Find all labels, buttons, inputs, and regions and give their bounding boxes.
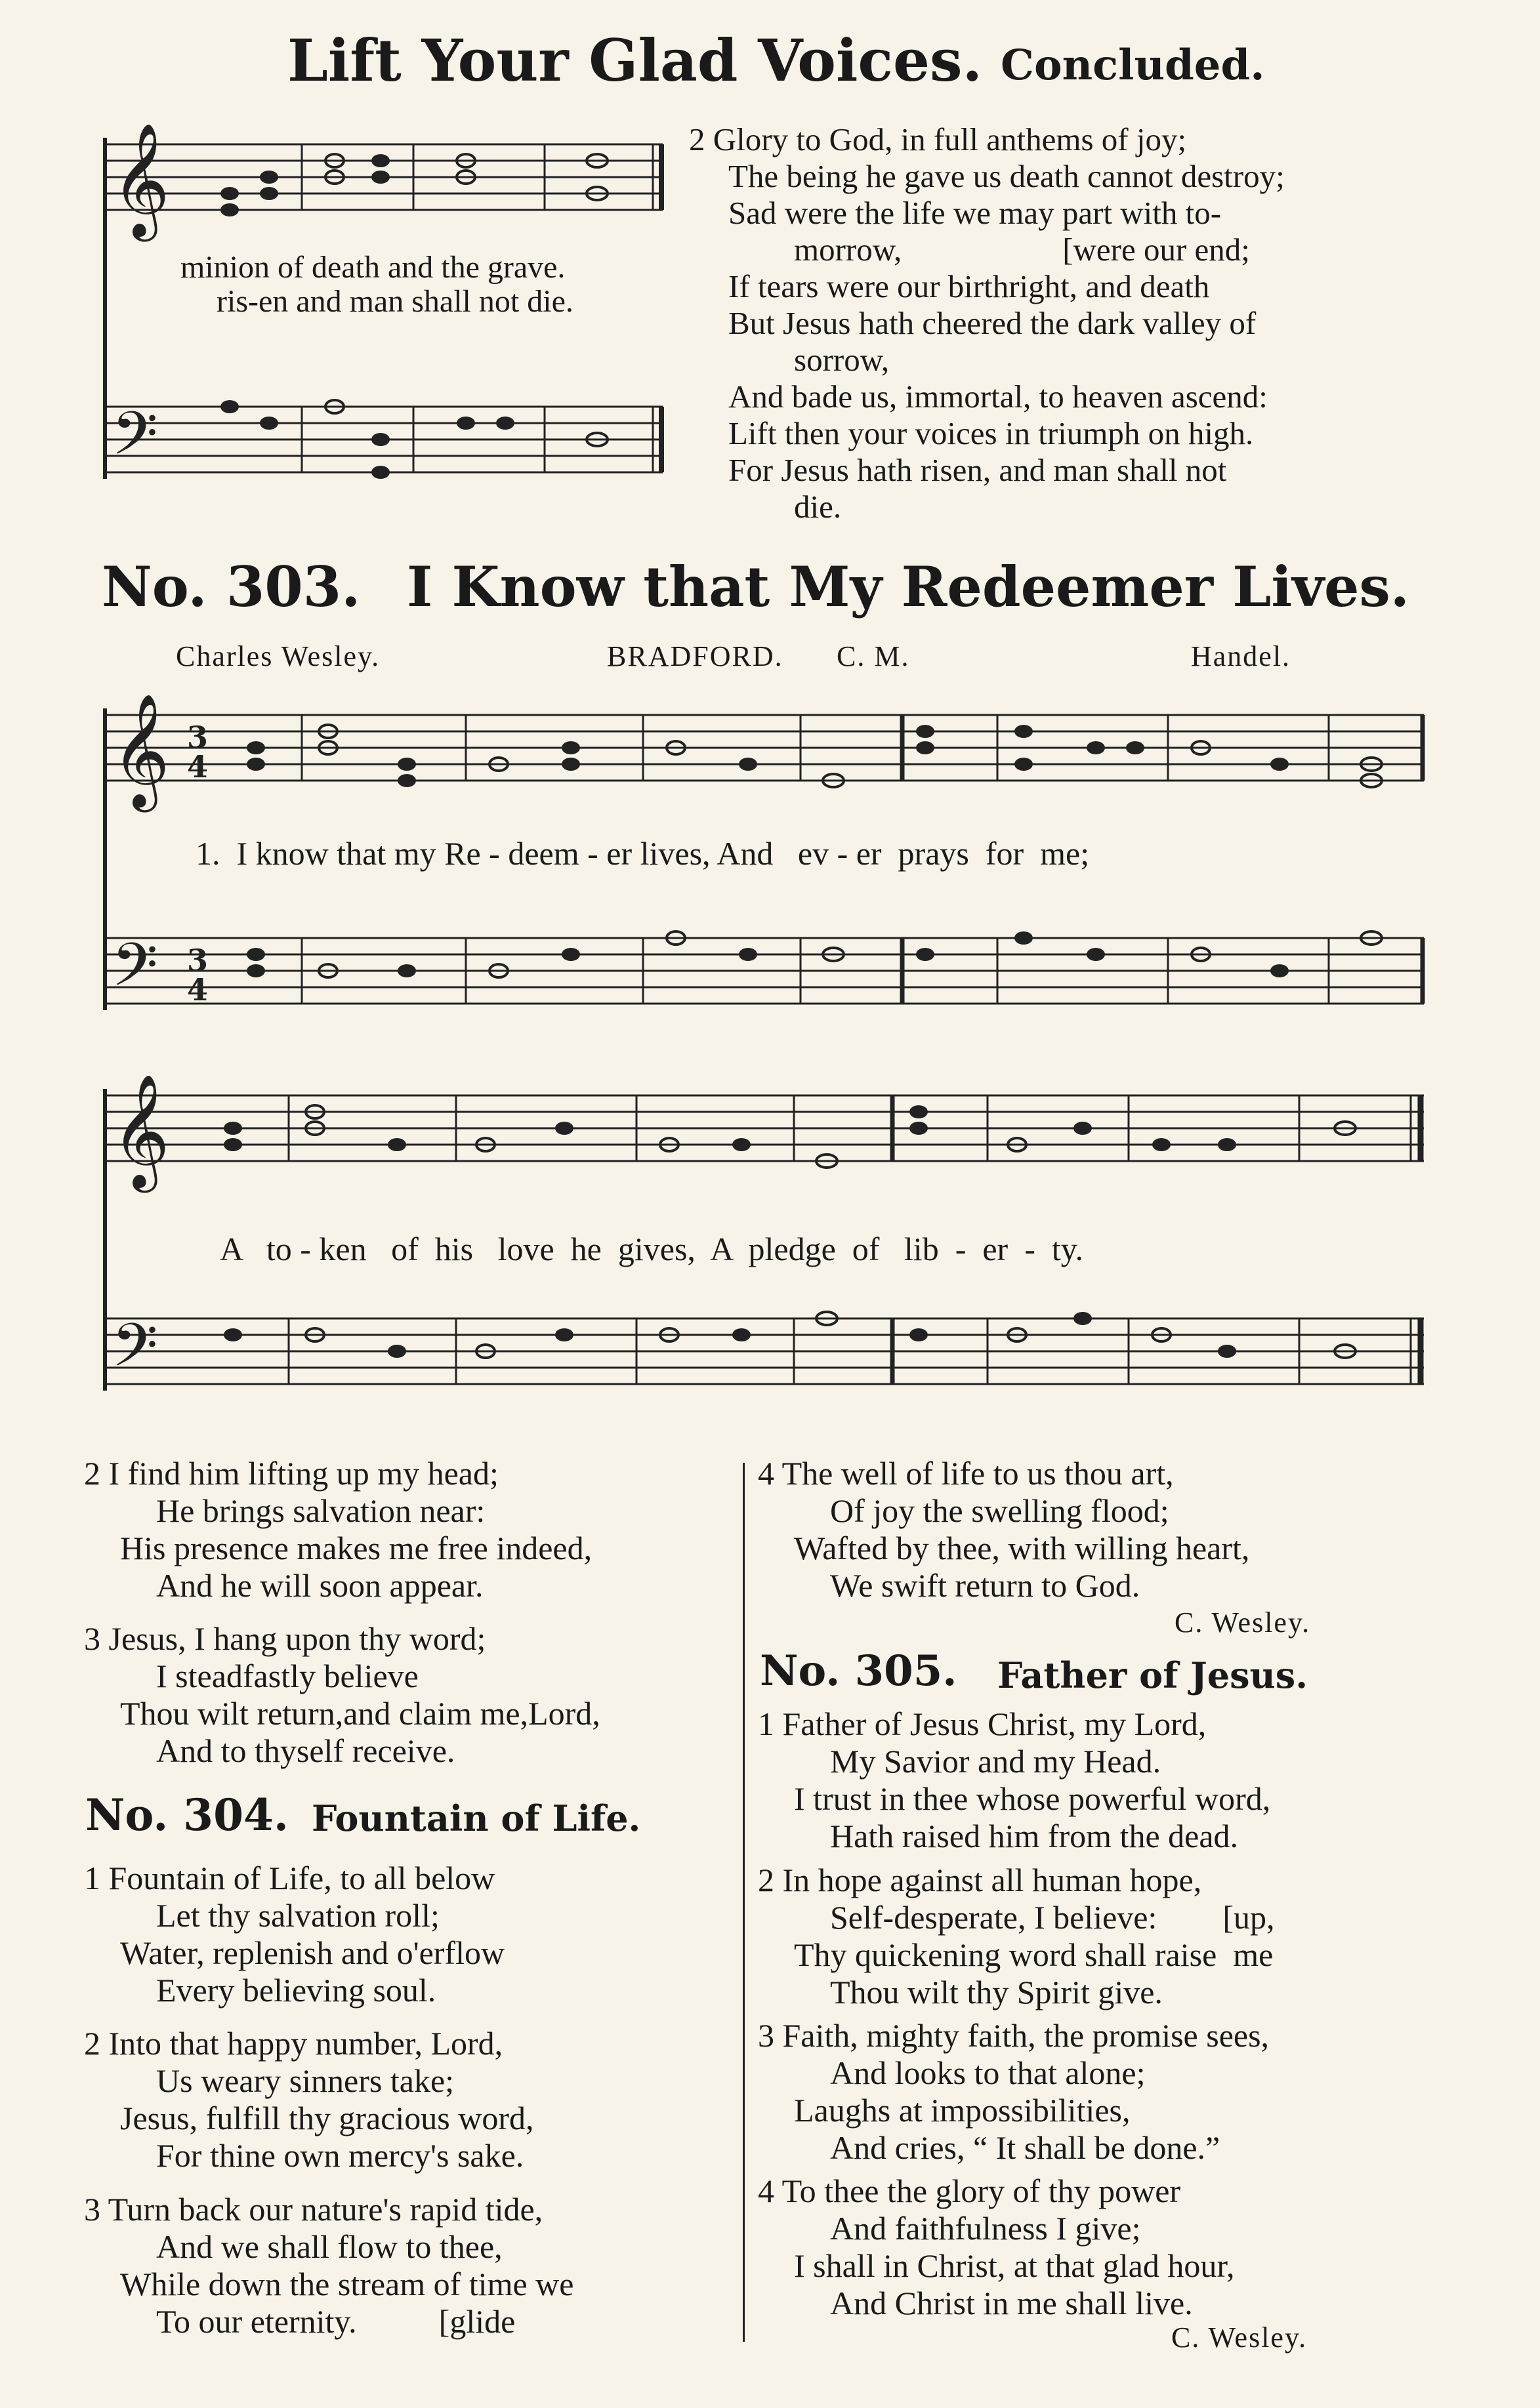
verse-line: And Christ in me shall live. xyxy=(830,2285,1193,2321)
verse-line: Water, replenish and o'erflow xyxy=(120,1934,505,1971)
verse-line: Jesus, fulfill thy gracious word, xyxy=(120,2100,534,2136)
hymn-303-signature: C. Wesley. xyxy=(1175,1606,1311,1639)
verse-line: And cries, “ It shall be done.” xyxy=(830,2129,1220,2166)
svg-text:𝄢: 𝄢 xyxy=(112,1311,158,1395)
hymn-305-verse-2 xyxy=(758,1862,1275,2011)
score-303-system-1 xyxy=(98,695,1430,1063)
hymn-303-lyric-line-1: 1. I know that my Re - deem - er lives, And ev - er prays for me; xyxy=(196,835,1090,872)
hymn-303-verse-4 xyxy=(758,1455,1249,1604)
verse-line: 2 Glory to God, in full anthems of joy; xyxy=(689,121,1187,157)
verse-line: Thy quickening word shall raise me xyxy=(794,1936,1274,1973)
hymn-305-signature: C. Wesley. xyxy=(1171,2321,1308,2354)
hymn-303-title: I Know that My Redeemer Lives. xyxy=(407,554,1410,619)
verse-line: 1 Father of Jesus Christ, my Lord, xyxy=(758,1705,1207,1742)
verse-line: 4 The well of life to us thou art, xyxy=(758,1455,1174,1492)
hymn-303-verse-3 xyxy=(84,1620,600,1770)
hymn-303-tune: BRADFORD. xyxy=(607,640,783,672)
hymn-302-suffix: Concluded. xyxy=(1001,41,1265,90)
verse-line: If tears were our birthright, and death xyxy=(728,268,1210,304)
hymn-302-underlay-1: minion of death and the grave. xyxy=(180,250,566,285)
verse-line: Wafted by thee, with willing heart, xyxy=(794,1530,1250,1566)
hymn-303-author: Charles Wesley. xyxy=(176,640,381,672)
hymn-304-title: Fountain of Life. xyxy=(312,1797,641,1839)
hymn-303-number: No. 303. xyxy=(102,554,361,619)
svg-text:3: 3 xyxy=(187,720,209,755)
verse-line: 4 To thee the glory of thy power xyxy=(758,2173,1181,2209)
column-divider xyxy=(743,1463,745,2342)
verse-line: Of joy the swelling flood; xyxy=(830,1492,1169,1529)
verse-line: Thou wilt return,and claim me,Lord, xyxy=(120,1695,600,1732)
verse-line: 2 Into that happy number, Lord, xyxy=(84,2025,503,2062)
verse-line: morrow, [were our end; xyxy=(794,232,1250,268)
verse-line: My Savior and my Head. xyxy=(830,1743,1161,1780)
verse-line: 3 Faith, mighty faith, the promise sees, xyxy=(758,2017,1270,2054)
svg-text:4: 4 xyxy=(187,749,209,785)
svg-text:𝄢: 𝄢 xyxy=(112,930,158,1014)
hymn-304-verse-3 xyxy=(84,2191,573,2340)
verse-line: He brings salvation near: xyxy=(156,1492,486,1529)
hymn-304-verse-1 xyxy=(84,1860,505,2009)
verse-line: His presence makes me free indeed, xyxy=(120,1530,593,1566)
hymn-305-verse-1 xyxy=(758,1705,1270,1855)
verse-line: The being he gave us death cannot destroy; xyxy=(728,158,1285,194)
verse-line: Every believing soul. xyxy=(156,1972,436,2009)
svg-text:𝄢: 𝄢 xyxy=(112,399,158,483)
hymn-304-verse-2 xyxy=(84,2025,533,2174)
svg-text:𝄞: 𝄞 xyxy=(112,695,170,807)
verse-line: Sad were the life we may part with to- xyxy=(728,195,1222,231)
hymn-303-meter: C. M. xyxy=(837,640,910,672)
hymn-302-title: Lift Your Glad Voices. xyxy=(287,26,983,94)
verse-line: For thine own mercy's sake. xyxy=(156,2137,524,2174)
verse-line: 1 Fountain of Life, to all below xyxy=(84,1860,495,1896)
verse-line: 2 In hope against all human hope, xyxy=(758,1862,1202,1898)
verse-line: While down the stream of time we xyxy=(120,2266,574,2302)
hymn-305-number: No. 305. xyxy=(760,1646,957,1696)
hymn-302-verse-2 xyxy=(689,121,1285,525)
svg-text:𝄞: 𝄞 xyxy=(112,125,170,237)
verse-line: For Jesus hath risen, and man shall not xyxy=(728,452,1227,488)
svg-text:3: 3 xyxy=(187,943,209,978)
verse-line: Self-desperate, I believe: [up, xyxy=(830,1899,1275,1936)
verse-line: And bade us, immortal, to heaven ascend: xyxy=(728,378,1268,415)
hymn-304-number: No. 304. xyxy=(85,1789,289,1841)
hymn-303-composer: Handel. xyxy=(1191,640,1291,672)
verse-line: And to thyself receive. xyxy=(156,1732,455,1769)
verse-line: And faithfulness I give; xyxy=(830,2210,1141,2247)
svg-text:𝄞: 𝄞 xyxy=(112,1076,170,1188)
verse-line: And we shall flow to thee, xyxy=(156,2228,503,2265)
verse-line: And looks to that alone; xyxy=(830,2054,1146,2091)
verse-line: Hath raised him from the dead. xyxy=(830,1818,1239,1854)
verse-line: Let thy salvation roll; xyxy=(156,1897,440,1934)
verse-line: And he will soon appear. xyxy=(156,1567,484,1604)
verse-line: Lift then your voices in triumph on high. xyxy=(728,415,1254,451)
hymn-305-verse-4 xyxy=(758,2173,1235,2322)
hymn-302-underlay-2: ris-en and man shall not die. xyxy=(217,284,573,319)
hymn-305-verse-3 xyxy=(758,2017,1269,2167)
verse-line: die. xyxy=(794,489,842,525)
verse-line: But Jesus hath cheered the dark valley of xyxy=(728,305,1257,341)
verse-line: Laughs at impossibilities, xyxy=(794,2092,1131,2129)
verse-line: Us weary sinners take; xyxy=(156,2062,455,2099)
verse-line: I trust in thee whose powerful word, xyxy=(794,1780,1271,1817)
verse-line: 3 Turn back our nature's rapid tide, xyxy=(84,2191,543,2228)
hymn-305-title: Father of Jesus. xyxy=(997,1654,1308,1696)
verse-line: sorrow, xyxy=(794,342,890,378)
score-302-ending xyxy=(98,125,676,531)
verse-line: We swift return to God. xyxy=(830,1567,1140,1604)
verse-line: I steadfastly believe xyxy=(156,1658,419,1694)
verse-line: To our eternity. [glide xyxy=(156,2303,516,2340)
verse-line: 3 Jesus, I hang upon thy word; xyxy=(84,1620,486,1657)
verse-line: I shall in Christ, at that glad hour, xyxy=(794,2247,1235,2284)
verse-line: 2 I find him lifting up my head; xyxy=(84,1455,499,1492)
svg-text:4: 4 xyxy=(187,972,209,1008)
verse-line: Thou wilt thy Spirit give. xyxy=(830,1974,1163,2010)
hymn-303-lyric-line-2: A to - ken of his love he gives, A pledge of lib - er - ty. xyxy=(220,1231,1083,1267)
hymn-303-verse-2 xyxy=(84,1455,592,1604)
